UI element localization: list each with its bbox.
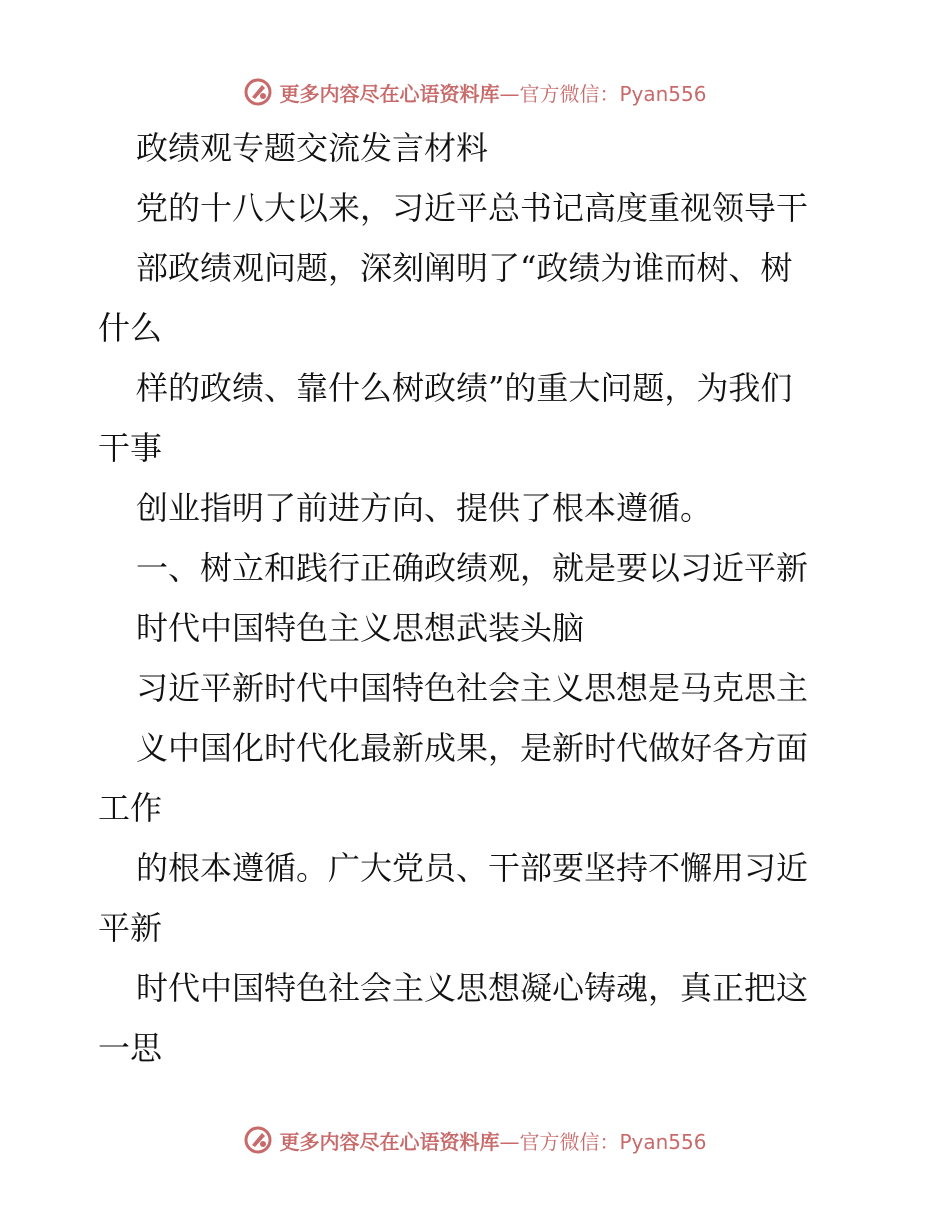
text-line: 义中国化时代化最新成果，是新时代做好各方面 bbox=[136, 729, 809, 767]
footer-banner bbox=[0, 1120, 950, 1160]
brand-logo-icon bbox=[243, 77, 273, 107]
brand-logo-icon bbox=[243, 1125, 273, 1155]
document-title: 政绩观专题交流发言材料 bbox=[136, 129, 489, 167]
footer-banner-wechat: —官方微信：Pyan556 bbox=[499, 1129, 707, 1154]
text-line: 干事 bbox=[98, 429, 163, 467]
document-body bbox=[0, 118, 950, 1078]
text-line: 创业指明了前进方向、提供了根本遵循。 bbox=[136, 489, 713, 527]
text-line: 什么 bbox=[98, 309, 163, 347]
text-line: 一思 bbox=[98, 1029, 163, 1067]
header-banner-title: 更多内容尽在心语资料库 bbox=[279, 81, 500, 106]
text-line: 部政绩观问题，深刻阐明了“政绩为谁而树、树 bbox=[136, 249, 793, 287]
text-line: 平新 bbox=[98, 909, 163, 947]
text-line: 党的十八大以来，习近平总书记高度重视领导干 bbox=[136, 189, 809, 227]
text-line: 样的政绩、靠什么树政绩”的重大问题，为我们 bbox=[136, 369, 793, 407]
text-line: 时代中国特色社会主义思想凝心铸魂，真正把这 bbox=[136, 969, 809, 1007]
section-heading: 一、树立和践行正确政绩观，就是要以习近平新 bbox=[136, 549, 809, 587]
text-line: 习近平新时代中国特色社会主义思想是马克思主 bbox=[136, 669, 809, 707]
text-line: 的根本遵循。广大党员、干部要坚持不懈用习近 bbox=[136, 849, 809, 887]
section-heading: 时代中国特色主义思想武装头脑 bbox=[136, 609, 585, 647]
header-banner bbox=[0, 72, 950, 112]
header-banner-wechat: —官方微信：Pyan556 bbox=[499, 81, 707, 106]
text-line: 工作 bbox=[98, 789, 163, 827]
footer-banner-title: 更多内容尽在心语资料库 bbox=[279, 1129, 500, 1154]
